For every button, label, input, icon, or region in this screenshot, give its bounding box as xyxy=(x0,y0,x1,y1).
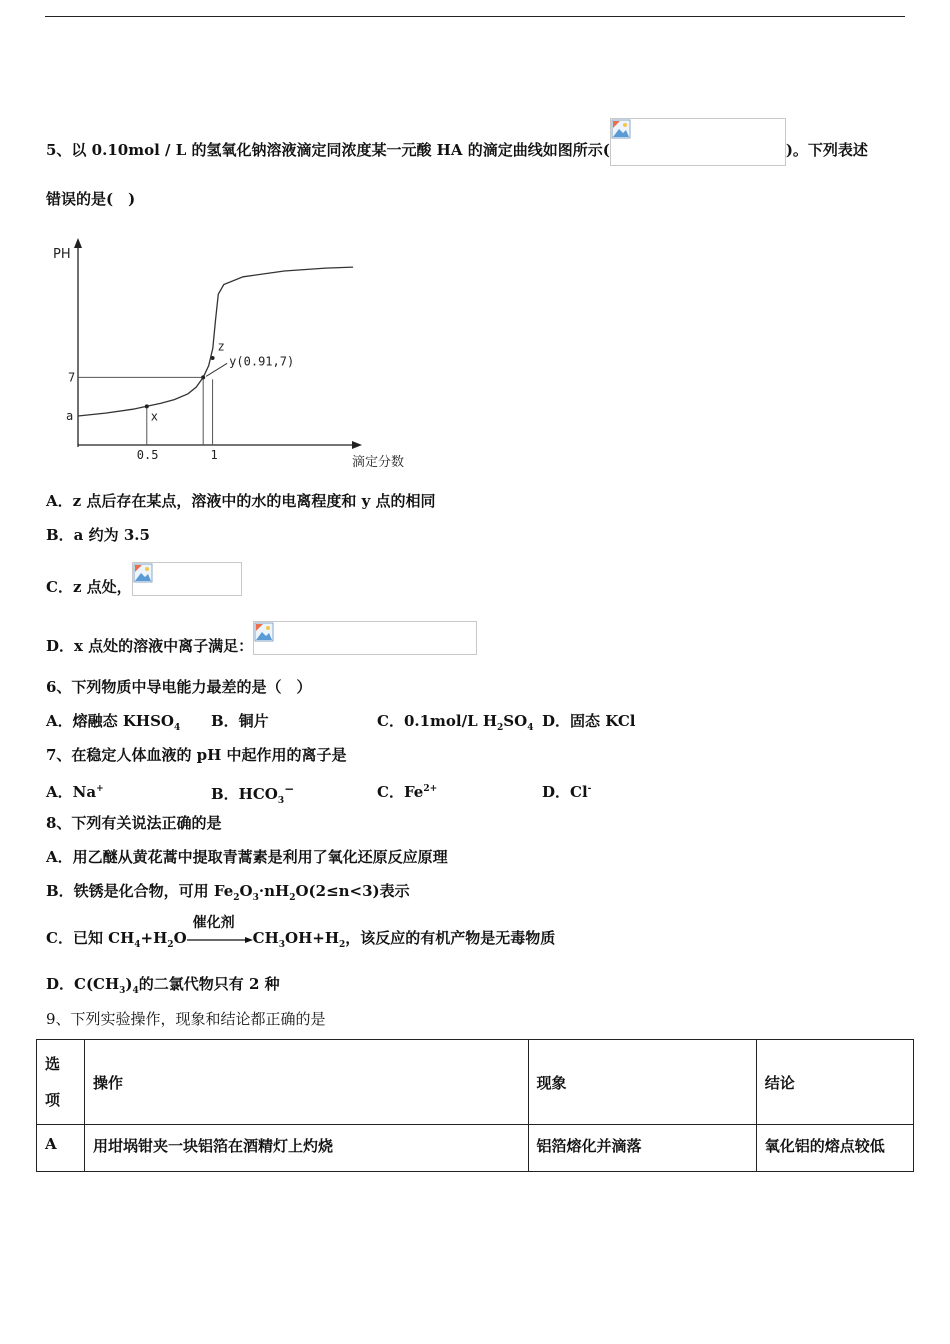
q5-option-b: B．a 约为 3.5 xyxy=(46,526,150,544)
y-tick-7: 7 xyxy=(68,370,76,385)
x-axis-arrow xyxy=(352,441,362,449)
header-option-bottom: 项 xyxy=(45,1091,61,1109)
q8-b-sub3: 2 xyxy=(289,893,296,903)
table-row xyxy=(37,1125,914,1172)
q5-option-d-text: D．x 点处的溶液中离子满足： xyxy=(46,637,254,655)
q6-option-a-sub: 4 xyxy=(173,723,181,733)
broken-image-icon xyxy=(611,119,631,139)
titration-chart xyxy=(40,232,420,477)
q5-stem-line2: 错误的是( ) xyxy=(46,190,136,208)
q7-option-a-text: A．Na xyxy=(46,783,97,801)
q8-c-sub1: 4 xyxy=(134,940,141,950)
q7-option-c xyxy=(377,779,437,802)
q8-c-sub4: 2 xyxy=(339,940,346,950)
q8-stem: 8、下列有关说法正确的是 xyxy=(46,814,222,832)
row-a-phenomenon: 铝箔熔化并滴落 xyxy=(528,1125,756,1172)
reaction-arrow-icon xyxy=(187,937,253,943)
header-operation: 操作 xyxy=(85,1040,529,1125)
q7-stem: 7、在稳定人体血液的 pH 中起作用的离子是 xyxy=(46,746,347,764)
q7-option-c-sup: 2+ xyxy=(423,784,438,794)
q8-option-c xyxy=(46,915,556,955)
q7-option-d-text: D．Cl xyxy=(542,783,588,801)
q8-b-sub2: 3 xyxy=(252,893,259,903)
q6-option-a-text: A．熔融态 KHSO xyxy=(46,712,174,730)
point-z xyxy=(211,356,215,360)
point-x xyxy=(145,404,149,408)
q6-option-c-text: C．0.1mol/L H xyxy=(377,712,498,730)
broken-image-icon xyxy=(133,563,153,583)
q5-option-c-text: C．z 点处， xyxy=(46,578,132,596)
x-tick-1: 1 xyxy=(210,448,218,462)
q6-option-c-sub1: 2 xyxy=(497,723,504,733)
broken-image-icon xyxy=(254,622,274,642)
q8-b-pre: B．铁锈是化合物，可用 Fe xyxy=(46,882,234,900)
q7-option-b-sup: − xyxy=(284,782,295,796)
q8-option-b xyxy=(46,881,410,908)
q6-option-c xyxy=(377,711,533,738)
q5-inline-image xyxy=(610,118,786,166)
y-axis-arrow xyxy=(74,238,82,248)
q7-option-a-sup: + xyxy=(96,784,104,794)
q8-d-sub2: 4 xyxy=(132,986,139,996)
header-rule xyxy=(45,16,905,17)
q8-c-end: ，该反应的有机产物是无毒物质 xyxy=(345,929,556,947)
q6-option-d: D．固态 KCl xyxy=(542,712,636,730)
q8-b-post: ·nH xyxy=(258,882,290,900)
q7-option-b-sub: 3 xyxy=(277,796,285,806)
q5-stem-text: 5、以 0.10mol / L 的氢氧化钠溶液滴定同浓度某一元酸 HA 的滴定曲线如图所示( xyxy=(46,141,610,159)
x-axis-label: 滴定分数 xyxy=(352,455,405,470)
q8-b-sub1: 2 xyxy=(233,893,240,903)
q5-stem-end: )。下列表述 xyxy=(785,141,868,159)
point-z-label: z xyxy=(217,339,225,354)
point-y-label: y(0.91,7) xyxy=(229,354,295,369)
titration-curve xyxy=(78,267,353,416)
q8-c-sub3: 3 xyxy=(278,940,286,950)
q7-option-d-sup: - xyxy=(587,784,592,794)
q8-c-pre: C．已知 CH xyxy=(46,929,135,947)
q8-c-mid2: O xyxy=(173,929,187,947)
header-option-top: 选 xyxy=(45,1055,61,1073)
y-axis-label: PH xyxy=(53,247,71,262)
row-a-operation: 用坩埚钳夹一块铝箔在酒精灯上灼烧 xyxy=(85,1125,529,1172)
q8-c-prod: CH xyxy=(252,929,279,947)
q8-option-d xyxy=(46,974,280,1001)
q5-option-c xyxy=(46,571,242,605)
header-option xyxy=(37,1040,85,1125)
q8-d-mid: ) xyxy=(125,975,133,993)
x-tick-0.5: 0.5 xyxy=(136,448,159,462)
q6-option-a xyxy=(46,711,180,738)
catalyst-label: 催化剂 xyxy=(192,915,235,931)
row-a-option: A xyxy=(37,1125,85,1172)
q8-d-pre: D．C(CH xyxy=(46,975,120,993)
point-y xyxy=(201,375,205,379)
q5-option-a: A．z 点后存在某点，溶液中的水的电离程度和 y 点的相同 xyxy=(46,492,436,510)
q8-option-a: A．用乙醚从黄花蒿中提取青蒿素是利用了氧化还原反应原理 xyxy=(46,848,448,866)
header-conclusion: 结论 xyxy=(756,1040,913,1125)
q7-option-d xyxy=(542,779,591,802)
experiment-table xyxy=(36,1039,914,1172)
q8-d-end: 的二氯代物只有 2 种 xyxy=(138,975,280,993)
row-a-conclusion: 氧化铝的熔点较低 xyxy=(756,1125,913,1172)
q5-option-c-image xyxy=(132,562,242,596)
point-x-label: x xyxy=(150,409,159,424)
q5-stem-line1 xyxy=(46,127,868,175)
q8-b-mid: O xyxy=(239,882,253,900)
q7-option-b xyxy=(211,779,294,811)
q6-option-b: B．铜片 xyxy=(211,712,269,730)
y-tick-a: a xyxy=(66,409,74,423)
q8-b-end: O(2≤n<3)表示 xyxy=(295,882,410,900)
table-header-row xyxy=(37,1040,914,1125)
q5-option-d xyxy=(46,630,477,664)
q8-d-sub1: 3 xyxy=(119,986,126,996)
q7-option-a xyxy=(46,779,104,802)
q9-stem: 9、下列实验操作，现象和结论都正确的是 xyxy=(46,1010,326,1028)
q8-c-sub2: 2 xyxy=(167,940,174,950)
q8-c-mid: +H xyxy=(140,929,168,947)
q7-option-c-text: C．Fe xyxy=(377,783,424,801)
q5-option-d-image xyxy=(253,621,477,655)
q8-c-prod2: OH+H xyxy=(285,929,340,947)
q6-stem: 6、下列物质中导电能力最差的是（ ） xyxy=(46,678,312,696)
q6-option-c-sub2: 4 xyxy=(527,723,534,733)
q6-option-c-mid: SO xyxy=(503,712,528,730)
catalyst-arrow xyxy=(187,915,253,949)
header-phenomenon: 现象 xyxy=(528,1040,756,1125)
q7-option-b-text: B．HCO xyxy=(211,785,278,803)
